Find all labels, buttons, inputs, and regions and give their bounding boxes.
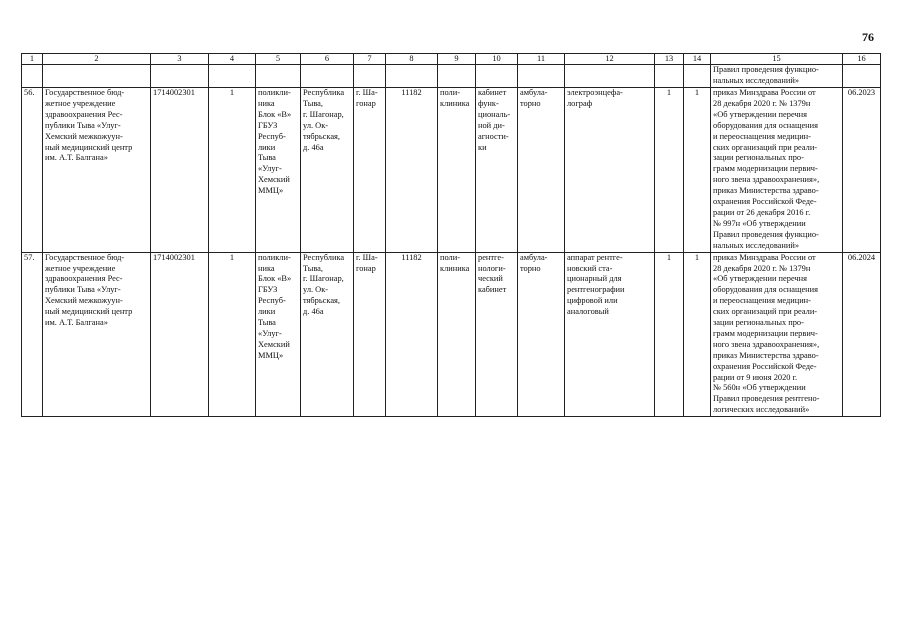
cell-line: нологи- bbox=[478, 263, 506, 273]
facility-type-cell bbox=[438, 88, 476, 253]
col8-cell: 11182 bbox=[386, 252, 438, 417]
cell-line: клиника bbox=[440, 98, 470, 108]
cell-line: тябрьская, bbox=[303, 296, 340, 306]
column-number: 14 bbox=[684, 54, 711, 65]
cell-line: им. А.Т. Балгана» bbox=[45, 153, 108, 163]
column-number: 13 bbox=[655, 54, 684, 65]
cell-line: приказ Министерства здраво- bbox=[713, 350, 819, 360]
cell-line: г. Шагонар, bbox=[303, 109, 344, 119]
cell-line: цифровой или bbox=[567, 296, 618, 306]
cell-line: лики bbox=[258, 142, 276, 152]
cell-line: Респуб- bbox=[258, 131, 286, 141]
date-cell: 06.2024 bbox=[843, 252, 881, 417]
column-number: 11 bbox=[518, 54, 565, 65]
column-number: 12 bbox=[565, 54, 655, 65]
column-number: 3 bbox=[151, 54, 209, 65]
cell-line: кабинет bbox=[478, 285, 507, 295]
city-cell bbox=[354, 252, 386, 417]
row-number: 56. bbox=[22, 88, 43, 253]
cell-line: электроэнцефа- bbox=[567, 88, 623, 97]
cell-line: «Улуг- bbox=[258, 164, 282, 174]
unit-cell bbox=[256, 252, 301, 417]
cell-line: Правил проведения функцио- bbox=[713, 65, 819, 74]
cell-line: нальных исследований» bbox=[713, 75, 800, 85]
cell-line: г. Шагонар, bbox=[303, 274, 344, 284]
column-number: 5 bbox=[256, 54, 301, 65]
order-cell bbox=[711, 88, 843, 253]
cell-line: и переоснащения медицин- bbox=[713, 131, 811, 141]
city-cell bbox=[354, 88, 386, 253]
cell-line: циональ- bbox=[478, 109, 511, 119]
cell-line: Тыва, bbox=[303, 263, 323, 273]
cell-line: д. 46а bbox=[303, 307, 324, 317]
cell-line: «Об утверждении перечня bbox=[713, 274, 807, 284]
cell-line: амбула- bbox=[520, 88, 548, 97]
cell-line: зации региональных про- bbox=[713, 153, 804, 163]
cell-line: ной ди- bbox=[478, 120, 505, 130]
cell-line: ГБУЗ bbox=[258, 120, 278, 130]
cabinet-cell bbox=[476, 252, 518, 417]
cell-line: ул. Ок- bbox=[303, 120, 329, 130]
cell-line: здравоохранения Рес- bbox=[45, 109, 123, 119]
cell-line: нальных исследований» bbox=[713, 240, 800, 250]
cabinet-cell bbox=[476, 88, 518, 253]
cell-line: ного звена здравоохранения», bbox=[713, 339, 820, 349]
cell-line: грамм модернизации первич- bbox=[713, 328, 818, 338]
cell-line: Республика bbox=[303, 252, 345, 262]
cell-line: г. Ша- bbox=[356, 252, 378, 262]
cell-line: амбула- bbox=[520, 252, 548, 262]
cell-line: ММЦ» bbox=[258, 350, 284, 360]
col14-cell: 1 bbox=[684, 252, 711, 417]
cell-line: «Об утверждении перечня bbox=[713, 109, 807, 119]
cell-line: агности- bbox=[478, 131, 509, 141]
col13-cell: 1 bbox=[655, 88, 684, 253]
cell-line: ки bbox=[478, 142, 487, 152]
cell-line: № 997н «Об утверждении bbox=[713, 218, 806, 228]
col13-cell: 1 bbox=[655, 252, 684, 417]
cell-line: и переоснащения медицин- bbox=[713, 296, 811, 306]
cell-line: Хемский bbox=[258, 339, 290, 349]
column-numbers-row bbox=[22, 54, 881, 65]
equipment-cell bbox=[565, 88, 655, 253]
cell-line: Хемский bbox=[258, 175, 290, 185]
cell-line: жетное учреждение bbox=[45, 98, 116, 108]
cell-line: поликли- bbox=[258, 88, 291, 97]
cell-line: Хемский межкожуун- bbox=[45, 131, 123, 141]
column-number: 6 bbox=[301, 54, 354, 65]
cell-line: д. 46а bbox=[303, 142, 324, 152]
column-number: 1 bbox=[22, 54, 43, 65]
cell-line: поли- bbox=[440, 88, 461, 97]
cell-line: публики Тыва «Улуг- bbox=[45, 120, 121, 130]
cell-line: лограф bbox=[567, 98, 593, 108]
row-number: 57. bbox=[22, 252, 43, 417]
cell-line: ционарный для bbox=[567, 274, 622, 284]
cell-line: охранения Российской Феде- bbox=[713, 197, 817, 207]
code-cell: 1714002301 bbox=[151, 88, 209, 253]
cell-line: Правил проведения рентгено- bbox=[713, 394, 820, 404]
page-number: 76 bbox=[862, 30, 874, 44]
cell-line: Тыва, bbox=[303, 98, 323, 108]
cell-line: торно bbox=[520, 98, 541, 108]
date-cell: 06.2023 bbox=[843, 88, 881, 253]
cell-line: Тыва bbox=[258, 318, 276, 328]
continuation-order-cell bbox=[711, 65, 843, 88]
cell-line: ГБУЗ bbox=[258, 285, 278, 295]
cell-line: Государственное бюд- bbox=[45, 252, 125, 262]
cell-line: лики bbox=[258, 307, 276, 317]
table-row bbox=[22, 252, 881, 417]
cell-line: ника bbox=[258, 263, 275, 273]
column-number: 4 bbox=[209, 54, 256, 65]
cell-line: ММЦ» bbox=[258, 186, 284, 196]
cell-line: аналоговый bbox=[567, 307, 609, 317]
column-number: 8 bbox=[386, 54, 438, 65]
address-cell bbox=[301, 88, 354, 253]
cell-line: Государственное бюд- bbox=[45, 88, 125, 97]
table-row bbox=[22, 88, 881, 253]
care-form-cell bbox=[518, 88, 565, 253]
unit-cell bbox=[256, 88, 301, 253]
cell-line: рентге- bbox=[478, 252, 504, 262]
column-number: 9 bbox=[438, 54, 476, 65]
cell-line: торно bbox=[520, 263, 541, 273]
cell-line: логических исследований» bbox=[713, 405, 810, 415]
cell-line: Хемский межкожуун- bbox=[45, 296, 123, 306]
col4-cell: 1 bbox=[209, 88, 256, 253]
register-table bbox=[21, 53, 881, 417]
cell-line: тябрьская, bbox=[303, 131, 340, 141]
care-form-cell bbox=[518, 252, 565, 417]
cell-line: 28 декабря 2020 г. № 1379н bbox=[713, 263, 811, 273]
cell-line: Блок «В» bbox=[258, 274, 292, 284]
cell-line: Правил проведения функцио- bbox=[713, 229, 819, 239]
cell-line: оборудования для оснащения bbox=[713, 120, 818, 130]
cell-line: аппарат рентге- bbox=[567, 252, 623, 262]
cell-line: Респуб- bbox=[258, 296, 286, 306]
cell-line: функ- bbox=[478, 98, 499, 108]
cell-line: оборудования для оснащения bbox=[713, 285, 818, 295]
cell-line: ный медицинский центр bbox=[45, 142, 133, 152]
cell-line: ских организаций при реали- bbox=[713, 142, 818, 152]
cell-line: Тыва bbox=[258, 153, 276, 163]
column-number: 16 bbox=[843, 54, 881, 65]
cell-line: им. А.Т. Балгана» bbox=[45, 318, 108, 328]
column-number: 10 bbox=[476, 54, 518, 65]
column-number: 15 bbox=[711, 54, 843, 65]
equipment-cell bbox=[565, 252, 655, 417]
cell-line: ного звена здравоохранения», bbox=[713, 175, 820, 185]
cell-line: Блок «В» bbox=[258, 109, 292, 119]
continuation-row bbox=[22, 65, 881, 88]
cell-line: жетное учреждение bbox=[45, 263, 116, 273]
cell-line: поли- bbox=[440, 252, 461, 262]
cell-line: ских организаций при реали- bbox=[713, 307, 818, 317]
cell-line: зации региональных про- bbox=[713, 318, 804, 328]
cell-line: ческий bbox=[478, 274, 503, 284]
organization-cell bbox=[43, 88, 151, 253]
cell-line: клиника bbox=[440, 263, 470, 273]
cell-line: новский ста- bbox=[567, 263, 613, 273]
cell-line: ника bbox=[258, 98, 275, 108]
col4-cell: 1 bbox=[209, 252, 256, 417]
organization-cell bbox=[43, 252, 151, 417]
cell-line: Республика bbox=[303, 88, 345, 97]
cell-line: рации от 9 июня 2020 г. bbox=[713, 372, 798, 382]
cell-line: здравоохранения Рес- bbox=[45, 274, 123, 284]
col8-cell: 11182 bbox=[386, 88, 438, 253]
cell-line: 28 декабря 2020 г. № 1379н bbox=[713, 98, 811, 108]
cell-line: № 560н «Об утверждении bbox=[713, 383, 806, 393]
cell-line: рации от 26 декабря 2016 г. bbox=[713, 207, 811, 217]
column-number: 2 bbox=[43, 54, 151, 65]
cell-line: поликли- bbox=[258, 252, 291, 262]
cell-line: г. Ша- bbox=[356, 88, 378, 97]
cell-line: приказ Минздрава России от bbox=[713, 88, 816, 97]
cell-line: публики Тыва «Улуг- bbox=[45, 285, 121, 295]
order-cell bbox=[711, 252, 843, 417]
facility-type-cell bbox=[438, 252, 476, 417]
cell-line: приказ Министерства здраво- bbox=[713, 186, 819, 196]
cell-line: охранения Российской Феде- bbox=[713, 361, 817, 371]
cell-line: гонар bbox=[356, 98, 376, 108]
col14-cell: 1 bbox=[684, 88, 711, 253]
cell-line: ный медицинский центр bbox=[45, 307, 133, 317]
cell-line: рентгенографии bbox=[567, 285, 625, 295]
address-cell bbox=[301, 252, 354, 417]
code-cell: 1714002301 bbox=[151, 252, 209, 417]
cell-line: «Улуг- bbox=[258, 328, 282, 338]
column-number: 7 bbox=[354, 54, 386, 65]
cell-line: грамм модернизации первич- bbox=[713, 164, 818, 174]
cell-line: гонар bbox=[356, 263, 376, 273]
cell-line: ул. Ок- bbox=[303, 285, 329, 295]
cell-line: приказ Минздрава России от bbox=[713, 252, 816, 262]
cell-line: кабинет bbox=[478, 88, 507, 97]
